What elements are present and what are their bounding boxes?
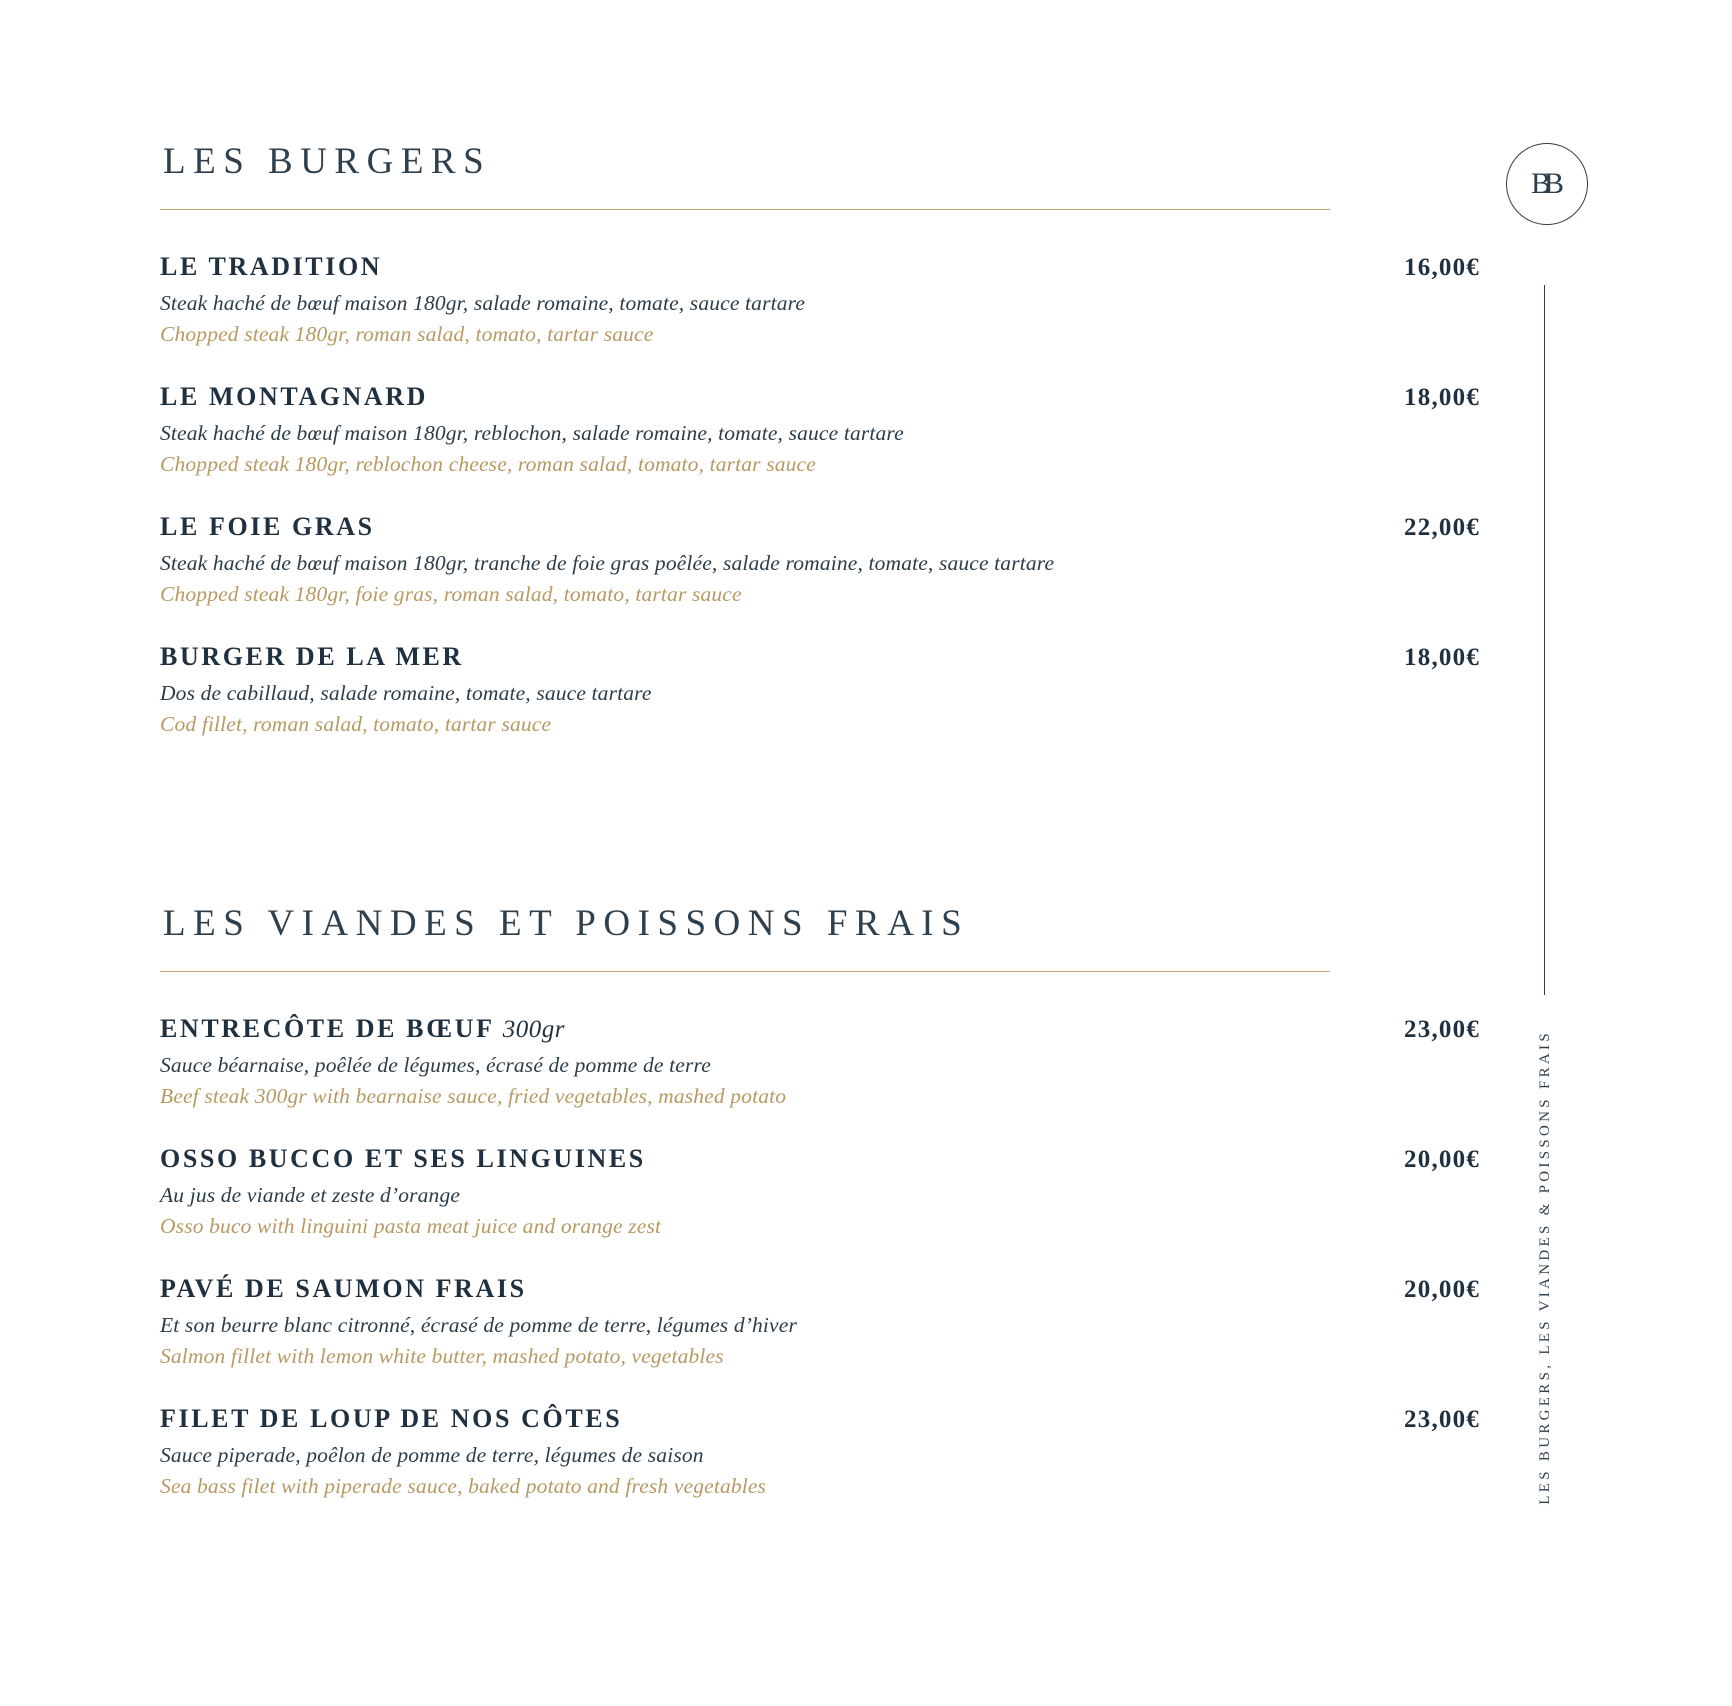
- menu-item-price: 18,00€: [1404, 644, 1480, 671]
- menu-item-list: [160, 252, 1480, 737]
- menu-item-description-fr: Et son beurre blanc citronné, écrasé de pomme de terre, légumes d’hiver: [160, 1313, 797, 1337]
- menu-item-description-fr: Au jus de viande et zeste d’orange: [160, 1183, 461, 1207]
- menu-item-name: LE TRADITION: [160, 252, 383, 281]
- menu-section-viandes-poissons: [160, 902, 1480, 1499]
- menu-item: [160, 1144, 1480, 1239]
- menu-item-description-fr: Sauce piperade, poêlon de pomme de terre, légumes de saison: [160, 1443, 704, 1467]
- menu-item-description-fr: Dos de cabillaud, salade romaine, tomate, sauce tartare: [160, 681, 652, 705]
- menu-item-name: OSSO BUCCO ET SES LINGUINES: [160, 1144, 646, 1173]
- menu-item-header: [160, 382, 1480, 412]
- side-caption-text: LES BURGERS, LES VIANDES & POISSONS FRAIS: [1536, 1030, 1553, 1505]
- side-divider: [1544, 285, 1545, 995]
- menu-item: [160, 642, 1480, 737]
- menu-item-header: [160, 252, 1480, 282]
- menu-item-description-fr: Steak haché de bœuf maison 180gr, reblochon, salade romaine, tomate, sauce tartare: [160, 421, 904, 445]
- menu-item-description-en: Cod fillet, roman salad, tomato, tartar sauce: [160, 712, 552, 736]
- restaurant-logo: [1506, 143, 1588, 225]
- menu-item-description-en: Sea bass filet with piperade sauce, baked potato and fresh vegetables: [160, 1474, 767, 1498]
- section-divider: [160, 971, 1330, 972]
- menu-item: [160, 1404, 1480, 1499]
- menu-item-description-en: Salmon fillet with lemon white butter, mashed potato, vegetables: [160, 1344, 724, 1368]
- menu-item: [160, 512, 1480, 607]
- menu-item-name: PAVÉ DE SAUMON FRAIS: [160, 1274, 527, 1303]
- menu-item-description-fr: Steak haché de bœuf maison 180gr, tranche de foie gras poêlée, salade romaine, tomate, sauce tartare: [160, 551, 1055, 575]
- menu-item: [160, 1014, 1480, 1109]
- menu-item-header: [160, 1404, 1480, 1434]
- menu-item-header: [160, 1144, 1480, 1174]
- section-title: LES BURGERS: [163, 141, 492, 182]
- menu-section-burgers: [160, 140, 1480, 737]
- side-caption: [1520, 1030, 1570, 1590]
- monogram-text: BB: [1530, 167, 1558, 200]
- menu-item-price: 16,00€: [1404, 254, 1480, 281]
- menu-item-price: 22,00€: [1404, 514, 1480, 541]
- menu-item-header: [160, 642, 1480, 672]
- menu-item-description-en: Chopped steak 180gr, foie gras, roman salad, tomato, tartar sauce: [160, 582, 742, 606]
- section-title: LES VIANDES ET POISSONS FRAIS: [163, 903, 970, 944]
- menu-item-name-text: ENTRECÔTE DE BŒUF: [160, 1014, 503, 1043]
- menu-item-name: LE FOIE GRAS: [160, 512, 375, 541]
- menu-item-list: [160, 1014, 1480, 1499]
- menu-item: [160, 252, 1480, 347]
- menu-item-price: 18,00€: [1404, 384, 1480, 411]
- menu-item-weight: 300gr: [502, 1016, 565, 1043]
- menu-item: [160, 382, 1480, 477]
- menu-item-description-en: Chopped steak 180gr, roman salad, tomato, tartar sauce: [160, 322, 654, 346]
- menu-item-description-en: Chopped steak 180gr, reblochon cheese, roman salad, tomato, tartar sauce: [160, 452, 816, 476]
- menu-item-name: [160, 1014, 565, 1044]
- menu-item-description-fr: Steak haché de bœuf maison 180gr, salade romaine, tomate, sauce tartare: [160, 291, 806, 315]
- menu-item-price: 23,00€: [1404, 1406, 1480, 1433]
- menu-item-price: 23,00€: [1404, 1016, 1480, 1043]
- menu-item-description-fr: Sauce béarnaise, poêlée de légumes, écrasé de pomme de terre: [160, 1053, 711, 1077]
- menu-item-name: BURGER DE LA MER: [160, 642, 464, 671]
- menu-item-price: 20,00€: [1404, 1146, 1480, 1173]
- menu-item-description-en: Beef steak 300gr with bearnaise sauce, fried vegetables, mashed potato: [160, 1084, 787, 1108]
- menu-item-name: LE MONTAGNARD: [160, 382, 429, 411]
- menu-item-header: [160, 1014, 1480, 1044]
- menu-item-header: [160, 1274, 1480, 1304]
- menu-item-description-en: Osso buco with linguini pasta meat juice and orange zest: [160, 1214, 662, 1238]
- menu-item: [160, 1274, 1480, 1369]
- section-divider: [160, 209, 1330, 210]
- menu-item-price: 20,00€: [1404, 1276, 1480, 1303]
- menu-item-name: FILET DE LOUP DE NOS CÔTES: [160, 1404, 623, 1433]
- menu-item-header: [160, 512, 1480, 542]
